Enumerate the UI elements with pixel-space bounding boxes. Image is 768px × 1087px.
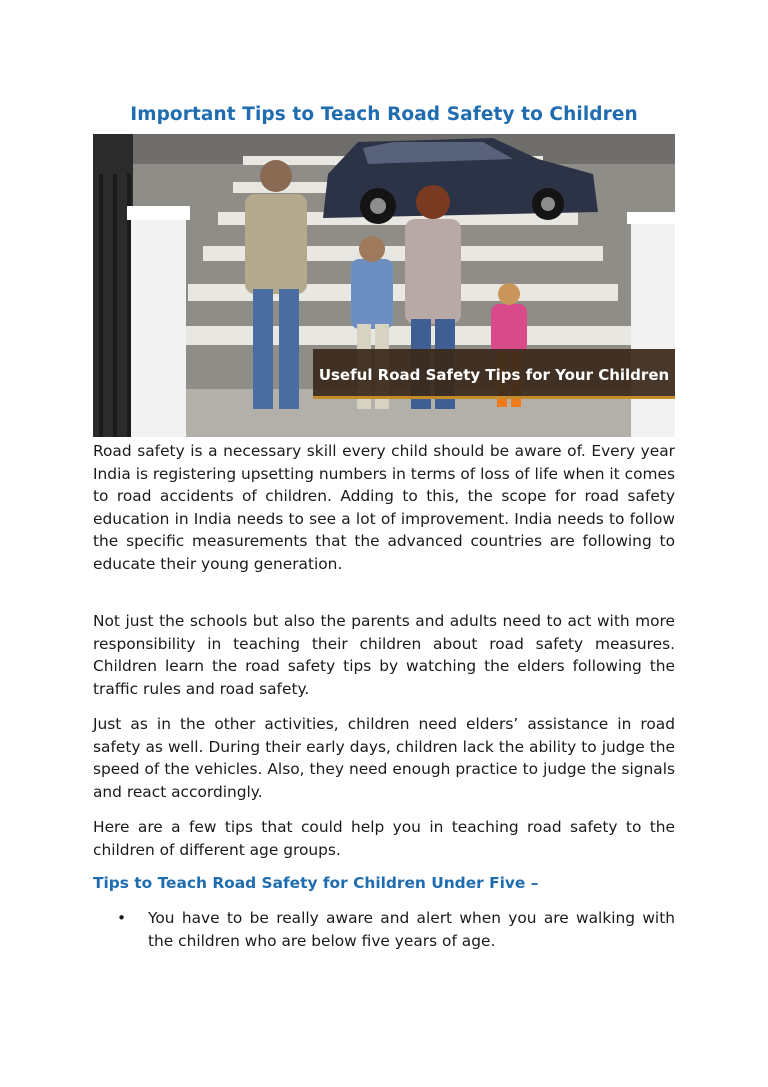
banner	[313, 349, 675, 399]
banner-text: Useful Road Safety Tips for Your Children	[318, 366, 670, 384]
paragraph-3: Just as in the other activities, children need elders’ assistance in road safety as well. During their early days, children lack the ability to judge the speed of the vehicles. Also, they need enough practice to judge the signals and react accordingly.	[93, 715, 675, 801]
list-item	[93, 907, 675, 952]
section-heading-under-five: Tips to Teach Road Safety for Children Under Five –	[93, 874, 539, 892]
paragraph-4: Here are a few tips that could help you in teaching road safety to the children of different age groups.	[93, 818, 675, 859]
paragraph-1: Road safety is a necessary skill every child should be aware of. Every year India is registering upsetting numbers in terms of loss of life when it comes to road accidents of children. Adding to this, the scope for road safety education in India needs to see a lot of improvement. India needs to follow the specific measurements that the advanced countries are following to educate their young generation.	[93, 442, 675, 573]
bullet-icon: •	[117, 909, 127, 927]
list-item-text: You have to be really aware and alert when you are walking with the children who are below five years of age.	[148, 909, 675, 950]
document-title: Important Tips to Teach Road Safety to Children	[130, 104, 638, 126]
tips-list	[93, 907, 675, 952]
hero-image	[93, 134, 675, 437]
paragraph-2: Not just the schools but also the parents and adults need to act with more responsibility in teaching their children about road safety measures. Children learn the road safety tips by watching the elders following the traffic rules and road safety.	[93, 612, 675, 698]
